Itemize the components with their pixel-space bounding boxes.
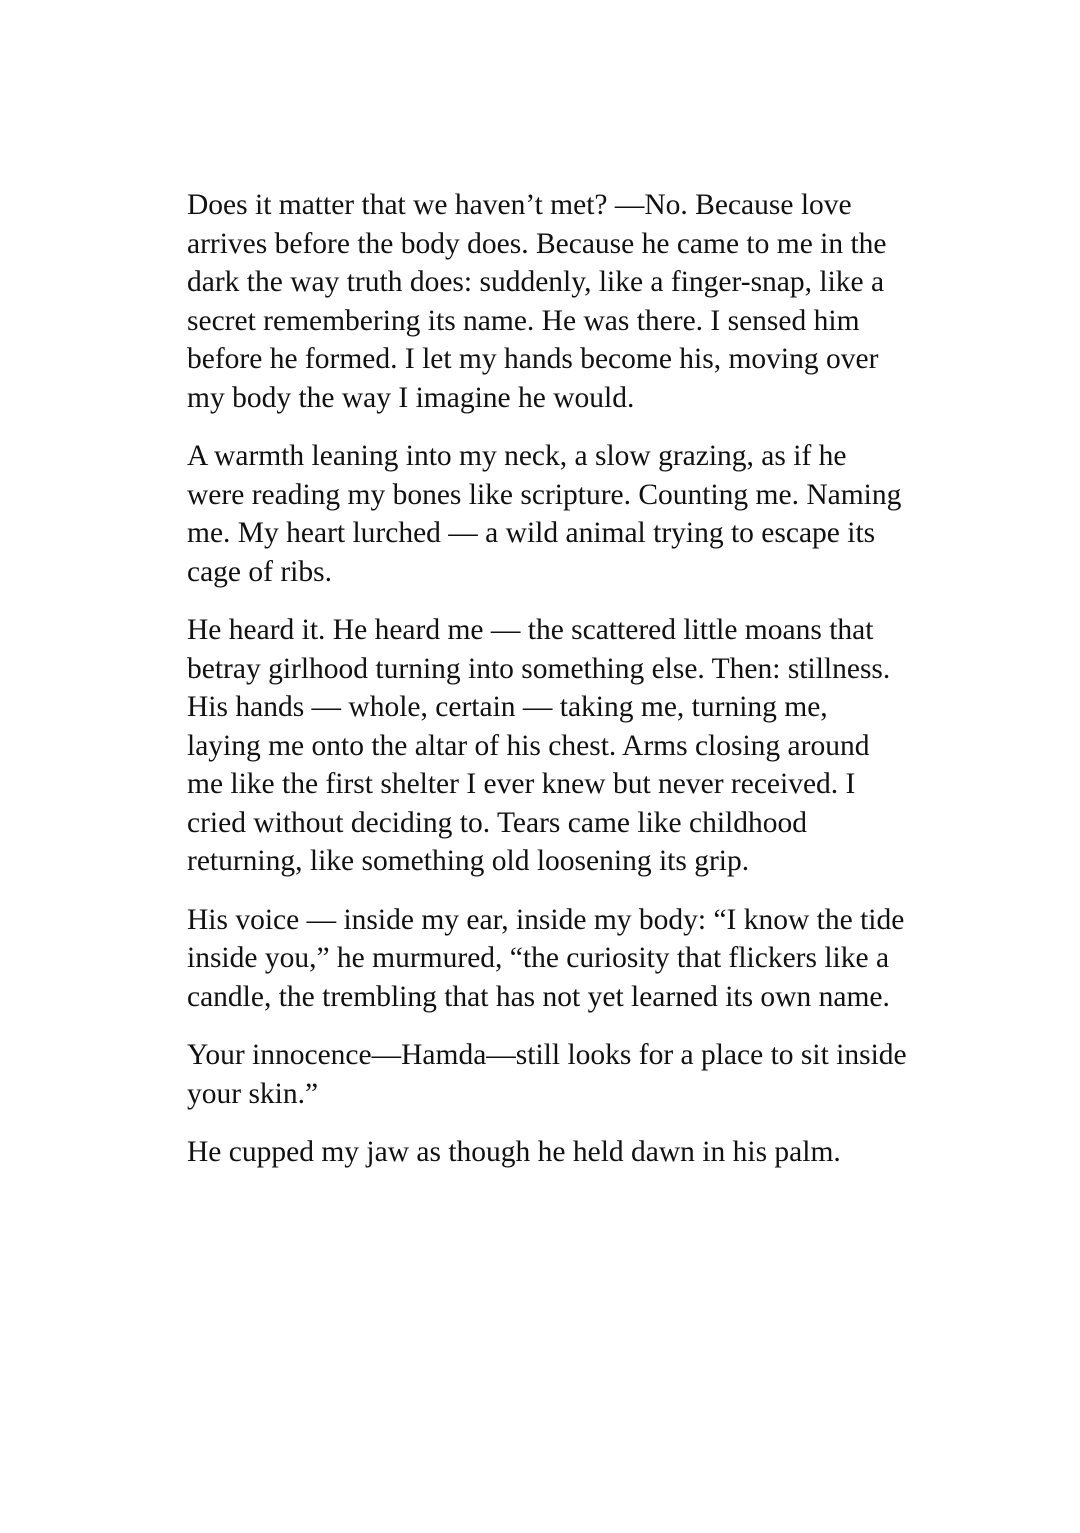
paragraph-3: He heard it. He heard me — the scattered little moans that betray girlhood turning into something else. Then: stillness. His hands — whole, certain — taking me, turning me, laying me onto the altar of his chest. Arms closing around me like the first shelter I ever knew but never received. I cried without deciding to. Tears came like childhood returning, like something old loosening its grip. [187,614,891,877]
paragraph-2: A warmth leaning into my neck, a slow grazing, as if he were reading my bones like scripture. Counting me. Naming me. My heart lurched — a wild animal trying to escape its cage of ribs. [187,440,902,588]
body-text [187,186,907,1192]
paragraph-5: Your innocence—Hamda—still looks for a place to sit inside your skin.” [187,1039,907,1110]
paragraph-1: Does it matter that we haven’t met? —No. Because love arrives before the body does. Because he came to me in the dark the way truth does: suddenly, like a finger-snap, like a secret remembering its name. He was there. I sensed him before he formed. I let my hands become his, moving over my body the way I imagine he would. [187,189,887,414]
paragraph-6: He cupped my jaw as though he held dawn in his palm. [187,1136,841,1168]
paragraph-4: His voice — inside my ear, inside my body: “I know the tide inside you,” he murmured, “the curiosity that flickers like a candle, the trembling that has not yet learned its own name. [187,903,905,1013]
